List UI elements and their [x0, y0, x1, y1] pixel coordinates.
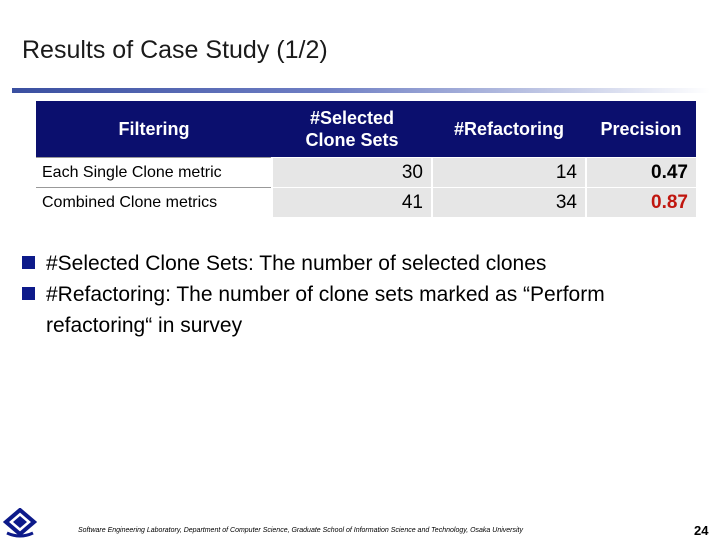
- header-refactoring: #Refactoring: [432, 101, 586, 158]
- row-label: Combined Clone metrics: [36, 188, 272, 218]
- cell-precision: 0.47: [586, 158, 696, 188]
- cell-refactoring: 14: [432, 158, 586, 188]
- cell-precision-highlight: 0.87: [586, 188, 696, 218]
- row-label: Each Single Clone metric: [36, 158, 272, 188]
- table-row: [36, 158, 696, 188]
- footer-text: Software Engineering Laboratory, Department of Computer Science, Graduate School of Information Science and Technology, Osaka University: [78, 527, 523, 534]
- osaka-university-logo-icon: [3, 508, 37, 543]
- header-precision: Precision: [586, 101, 696, 158]
- page-number: 24: [694, 523, 709, 538]
- bullet-item: [20, 279, 700, 341]
- slide-title: Results of Case Study (1/2): [22, 36, 328, 64]
- header-selected-text: #Selected Clone Sets: [305, 108, 399, 150]
- bullet-text: #Refactoring: The number of clone sets marked as “Perform refactoring“ in survey: [46, 283, 605, 337]
- table-header-row: [36, 101, 696, 158]
- results-table: [36, 101, 696, 217]
- cell-selected: 41: [272, 188, 432, 218]
- bullet-list: [20, 248, 700, 341]
- cell-refactoring: 34: [432, 188, 586, 218]
- bullet-text: #Selected Clone Sets: The number of selected clones: [46, 252, 547, 275]
- bullet-item: [20, 248, 700, 279]
- square-bullet-icon: [22, 287, 35, 300]
- header-selected-clone-sets: [272, 101, 432, 158]
- table-row: [36, 188, 696, 218]
- header-filtering: Filtering: [36, 101, 272, 158]
- title-underline: [12, 88, 710, 93]
- square-bullet-icon: [22, 256, 35, 269]
- cell-selected: 30: [272, 158, 432, 188]
